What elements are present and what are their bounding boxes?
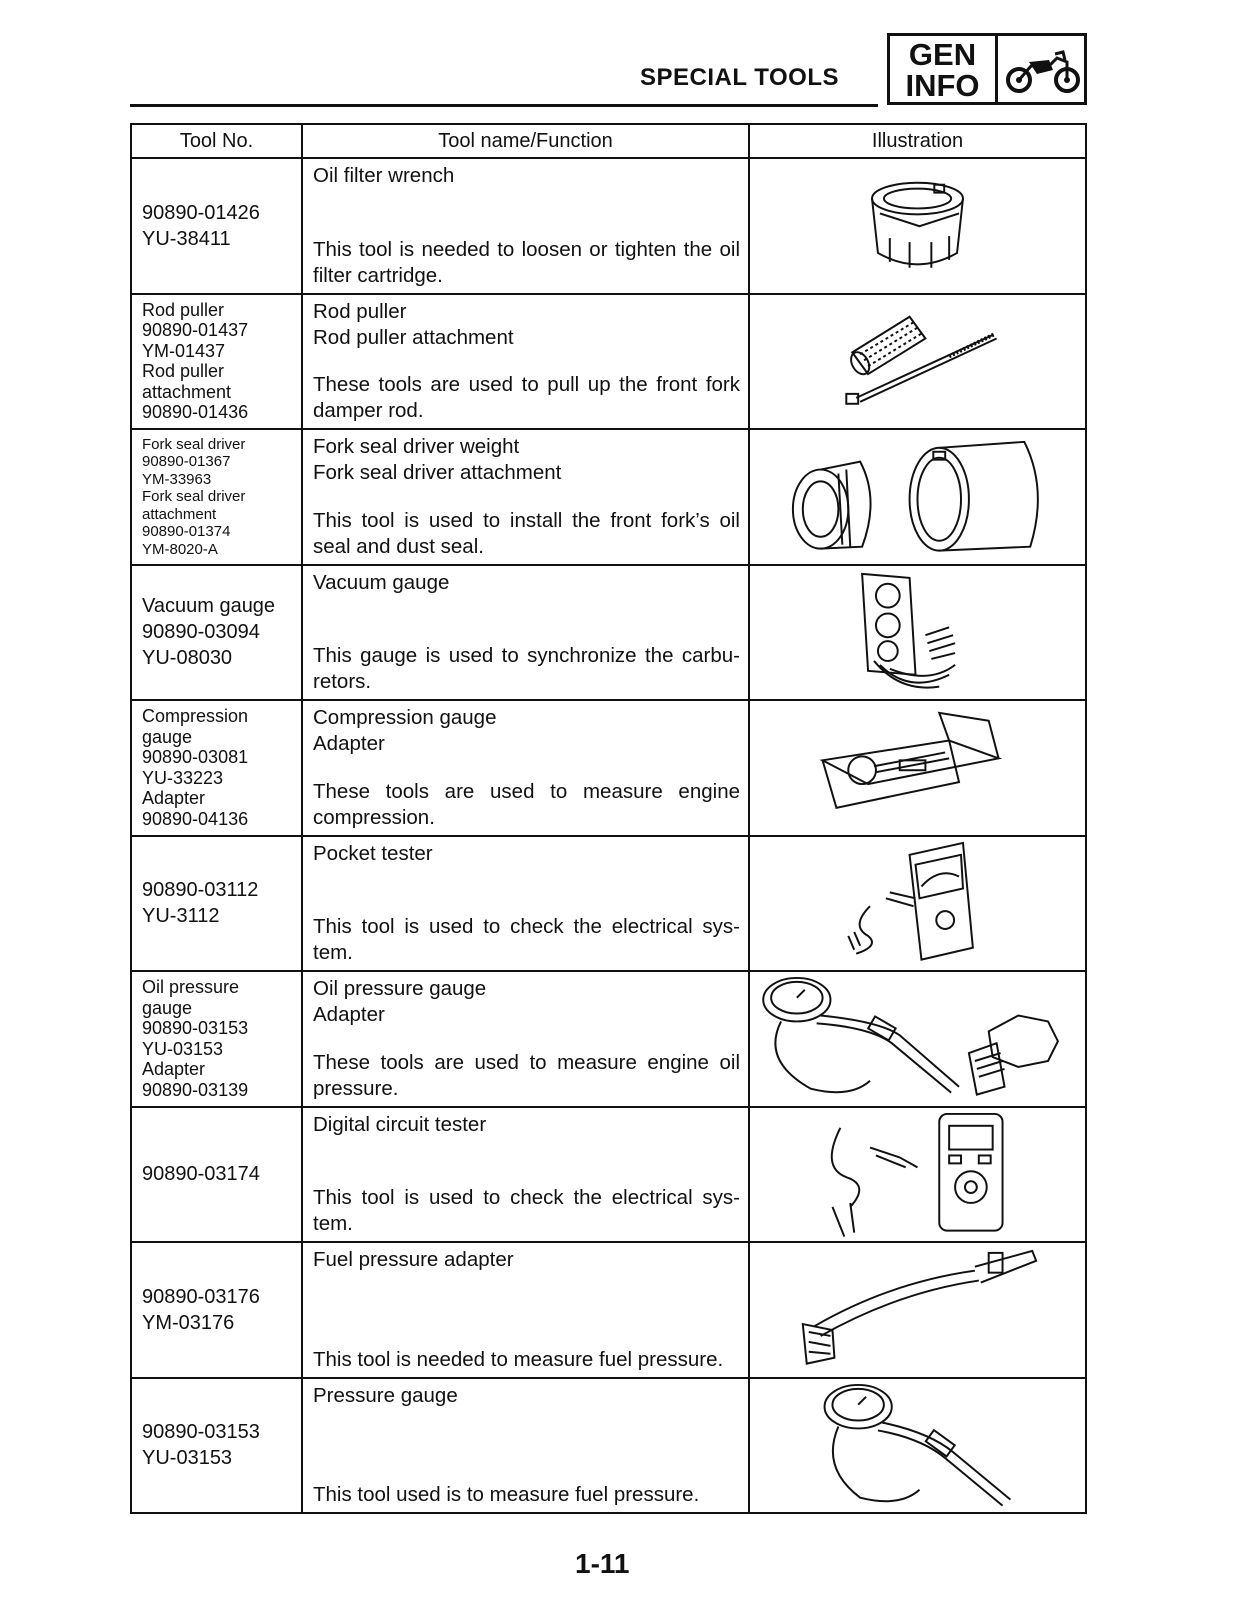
tool-description: This tool is needed to measure fuel pressure. <box>313 1347 724 1371</box>
motorcycle-icon <box>1001 40 1084 100</box>
table-row <box>132 970 1085 1106</box>
tool-name: Rod puller Rod puller attachment <box>313 299 514 349</box>
badge-line-1: GEN <box>908 37 977 72</box>
table-row <box>132 157 1085 293</box>
pressure-gauge-illustration <box>750 1379 1085 1513</box>
digital-circuit-tester-illustration <box>750 1108 1085 1242</box>
tool-description: This tool is used to check the electrical sys-tem. <box>313 915 740 964</box>
oil-pressure-gauge-illustration <box>750 972 1085 1106</box>
tool-description: These tools are used to measure engine oil pressure. <box>313 1050 740 1100</box>
tool-description: This tool is needed to loosen or tighten the oil filter cartridge. <box>313 237 740 287</box>
tool-number: 90890-03112 YU-3112 <box>142 879 259 928</box>
tool-name: Vacuum gauge <box>313 570 450 594</box>
tool-name: Fork seal driver weight Fork seal driver attachment <box>313 435 562 484</box>
section-badge <box>887 33 1087 105</box>
special-tools-table <box>130 123 1087 1514</box>
tool-description: This gauge is used to synchronize the carbu-retors. <box>313 644 740 693</box>
tool-number: Compression gauge 90890-03081 YU-33223 Adapter 90890-04136 <box>142 706 249 829</box>
oil-filter-wrench-illustration <box>750 159 1085 293</box>
tool-name: Pressure gauge <box>313 1383 458 1407</box>
rod-puller-illustration <box>750 295 1085 429</box>
column-header-tool-name: Tool name/Function <box>303 125 750 157</box>
tool-description: This tool used is to measure fuel pressure. <box>313 1483 700 1506</box>
tool-description: These tools are used to pull up the front fork damper rod. <box>313 373 740 422</box>
tool-number: 90890-03176 YM-03176 <box>142 1285 260 1334</box>
vacuum-gauge-illustration <box>750 566 1085 700</box>
fuel-pressure-adapter-illustration <box>750 1243 1085 1377</box>
column-header-tool-no: Tool No. <box>132 125 303 157</box>
tool-description: This tool is used to check the electrical sys-tem. <box>313 1186 740 1235</box>
table-row <box>132 1241 1085 1377</box>
table-row <box>132 428 1085 564</box>
column-header-illustration: Illustration <box>871 130 964 152</box>
page-number: 1-11 <box>575 1548 630 1579</box>
tool-name: Oil filter wrench <box>313 164 455 187</box>
tool-name: Fuel pressure adapter <box>313 1248 514 1271</box>
page-title: SPECIAL TOOLS <box>640 64 839 91</box>
tool-number: Fork seal driver 90890-01367 YM-33963 Fork seal driver attachment 90890-01374 YM-8020-A <box>142 435 246 558</box>
header-rule <box>130 104 878 107</box>
table-row <box>132 699 1085 835</box>
tool-number: Vacuum gauge 90890-03094 YU-08030 <box>142 595 276 670</box>
tool-name: Pocket tester <box>313 841 433 865</box>
table-row <box>132 564 1085 700</box>
tool-name: Compression gauge Adapter <box>313 706 497 755</box>
fork-seal-driver-illustration <box>750 430 1085 564</box>
table-row <box>132 835 1085 971</box>
pocket-tester-illustration <box>750 837 1085 971</box>
tool-number: Oil pressure gauge 90890-03153 YU-03153 Adapter 90890-03139 <box>142 977 249 1100</box>
table-row <box>132 293 1085 429</box>
table-row <box>132 1106 1085 1242</box>
table-header-row <box>132 125 1085 157</box>
tool-name: Oil pressure gauge Adapter <box>313 977 487 1026</box>
tool-number: Rod puller 90890-01437 YM-01437 Rod puller attachment 90890-01436 <box>142 299 249 423</box>
compression-gauge-illustration <box>750 701 1085 835</box>
table-row <box>132 1377 1085 1513</box>
badge-label <box>890 36 998 102</box>
tool-number: 90890-03153 YU-03153 <box>142 1421 260 1470</box>
tool-name: Digital circuit tester <box>313 1112 487 1136</box>
tool-number: 90890-01426 YU-38411 <box>142 201 260 250</box>
badge-line-2: INFO <box>905 68 980 103</box>
tool-description: These tools are used to measure engine compression. <box>313 779 740 829</box>
tool-description: This tool is used to install the front fork’s oil seal and dust seal. <box>313 508 740 558</box>
tool-number: 90890-03174 <box>142 1163 260 1186</box>
